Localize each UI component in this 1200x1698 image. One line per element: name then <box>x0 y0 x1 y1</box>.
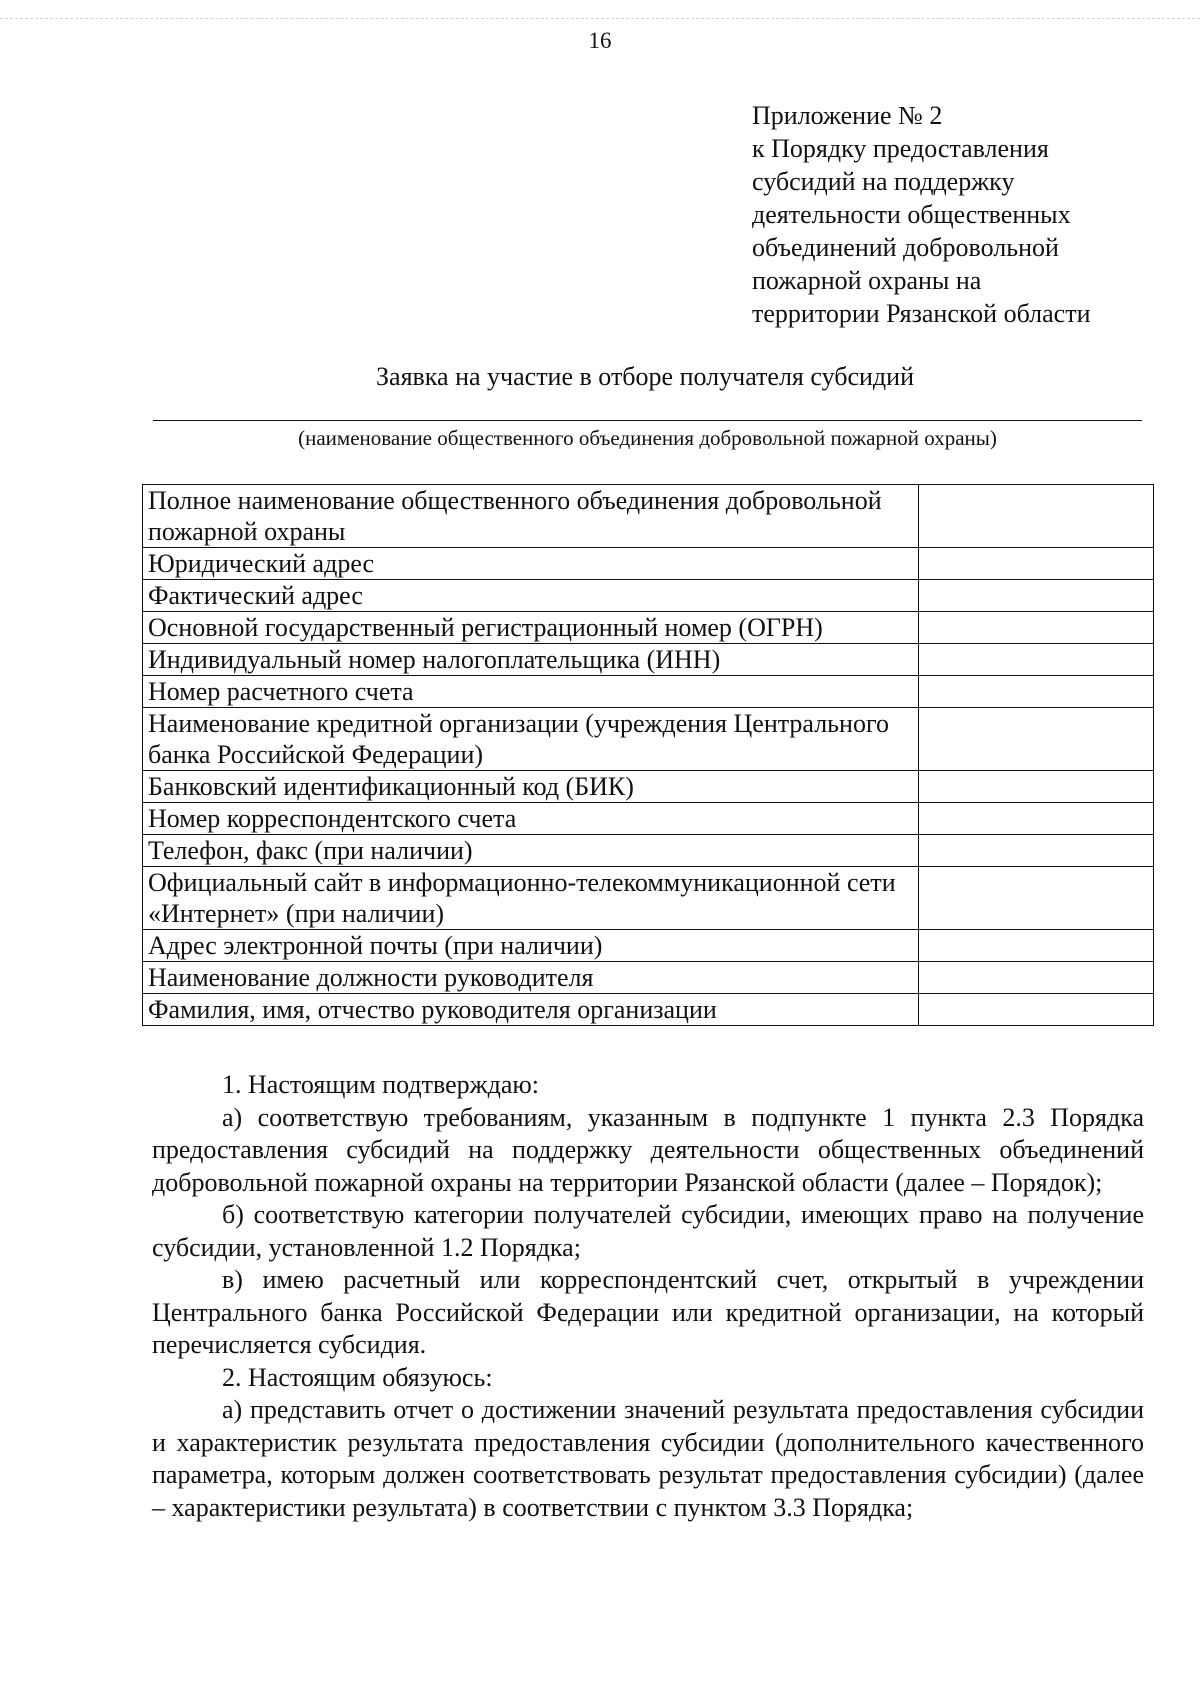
row-label: Наименование должности руководителя <box>143 962 919 994</box>
row-label: Основной государственный регистрационный номер (ОГРН) <box>143 612 919 644</box>
table-row <box>143 708 1154 771</box>
table-row <box>143 612 1154 644</box>
table-row <box>143 548 1154 580</box>
page-number: 16 <box>588 28 612 53</box>
row-label: Номер расчетного счета <box>143 676 919 708</box>
row-value-cell <box>919 930 1154 962</box>
row-label: Фамилия, имя, отчество руководителя организации <box>143 994 919 1026</box>
table-row <box>143 803 1154 835</box>
row-value-cell <box>919 644 1154 676</box>
row-value-cell <box>919 835 1154 867</box>
row-value-cell <box>919 803 1154 835</box>
paragraph-1b: б) соответствую категории получателей субсидии, имеющих право на получение субсидии, установленной 1.2 Порядка; <box>152 1200 1144 1262</box>
document-title: Заявка на участие в отборе получателя субсидий <box>376 362 914 391</box>
row-label: Адрес электронной почты (при наличии) <box>143 930 919 962</box>
paragraph-1a: а) соответствую требованиям, указанным в подпункте 1 пункта 2.3 Порядка предоставления субсидий на поддержку деятельности общественных объединений добровольной пожарной охраны на территории Рязанской области (далее – Порядок); <box>152 1102 1144 1197</box>
table-row <box>143 771 1154 803</box>
appendix-line: пожарной охраны на <box>752 266 982 295</box>
paragraph-2-heading: 2. Настоящим обязуюсь: <box>222 1362 493 1392</box>
row-value-cell <box>919 867 1154 930</box>
row-label: Фактический адрес <box>143 580 919 612</box>
scan-artifact-line <box>0 18 1200 20</box>
row-label: Индивидуальный номер налогоплательщика (ИНН) <box>143 644 919 676</box>
row-value-cell <box>919 962 1154 994</box>
paragraph-2a: а) представить отчет о достижении значений результата предоставления субсидии и характеристик результата предоставления субсидии (дополнительного качественного параметра, которым должен соответствовать результат предоставления субсидии) (далее – характеристики результата) в соответствии с пунктом 3.3 Порядка; <box>152 1395 1144 1522</box>
appendix-line: субсидий на поддержку <box>752 167 1015 196</box>
row-value-cell <box>919 708 1154 771</box>
row-value-cell <box>919 485 1154 548</box>
paragraph-1-heading: 1. Настоящим подтверждаю: <box>222 1070 540 1099</box>
appendix-line: Приложение № 2 <box>752 101 943 130</box>
row-label: Номер корреспондентского счета <box>143 803 919 835</box>
row-value-cell <box>919 580 1154 612</box>
row-value-cell <box>919 994 1154 1026</box>
body-text <box>152 1069 1144 1524</box>
table-row <box>143 835 1154 867</box>
table-row <box>143 644 1154 676</box>
row-label: Наименование кредитной организации (учреждения Центрального банка Российской Федерации) <box>143 708 919 771</box>
appendix-line: территории Рязанской области <box>752 299 1091 328</box>
appendix-line: деятельности общественных <box>752 200 1071 229</box>
table-row <box>143 930 1154 962</box>
appendix-line: объединений добровольной <box>752 233 1059 262</box>
table-row <box>143 994 1154 1026</box>
row-value-cell <box>919 676 1154 708</box>
row-value-cell <box>919 612 1154 644</box>
row-label: Юридический адрес <box>143 548 919 580</box>
table-row <box>143 580 1154 612</box>
row-label: Телефон, факс (при наличии) <box>143 835 919 867</box>
table-row <box>143 485 1154 548</box>
appendix-header <box>752 99 1172 330</box>
table-row <box>143 962 1154 994</box>
row-label: Официальный сайт в информационно-телекоммуникационной сети «Интернет» (при наличии) <box>143 867 919 930</box>
row-value-cell <box>919 771 1154 803</box>
table-row <box>143 867 1154 930</box>
application-table <box>142 484 1154 1026</box>
org-name-caption: (наименование общественного объединения добровольной пожарной охраны) <box>298 426 997 450</box>
row-value-cell <box>919 548 1154 580</box>
org-name-blank-line <box>153 420 1142 421</box>
row-label: Полное наименование общественного объединения добровольной пожарной охраны <box>143 485 919 548</box>
row-label: Банковский идентификационный код (БИК) <box>143 771 919 803</box>
table-row <box>143 676 1154 708</box>
paragraph-1c: в) имею расчетный или корреспондентский счет, открытый в учреждении Центрального банка Российской Федерации или кредитной организации, на который перечисляется субсидия. <box>152 1265 1144 1359</box>
appendix-line: к Порядку предоставления <box>752 134 1049 163</box>
